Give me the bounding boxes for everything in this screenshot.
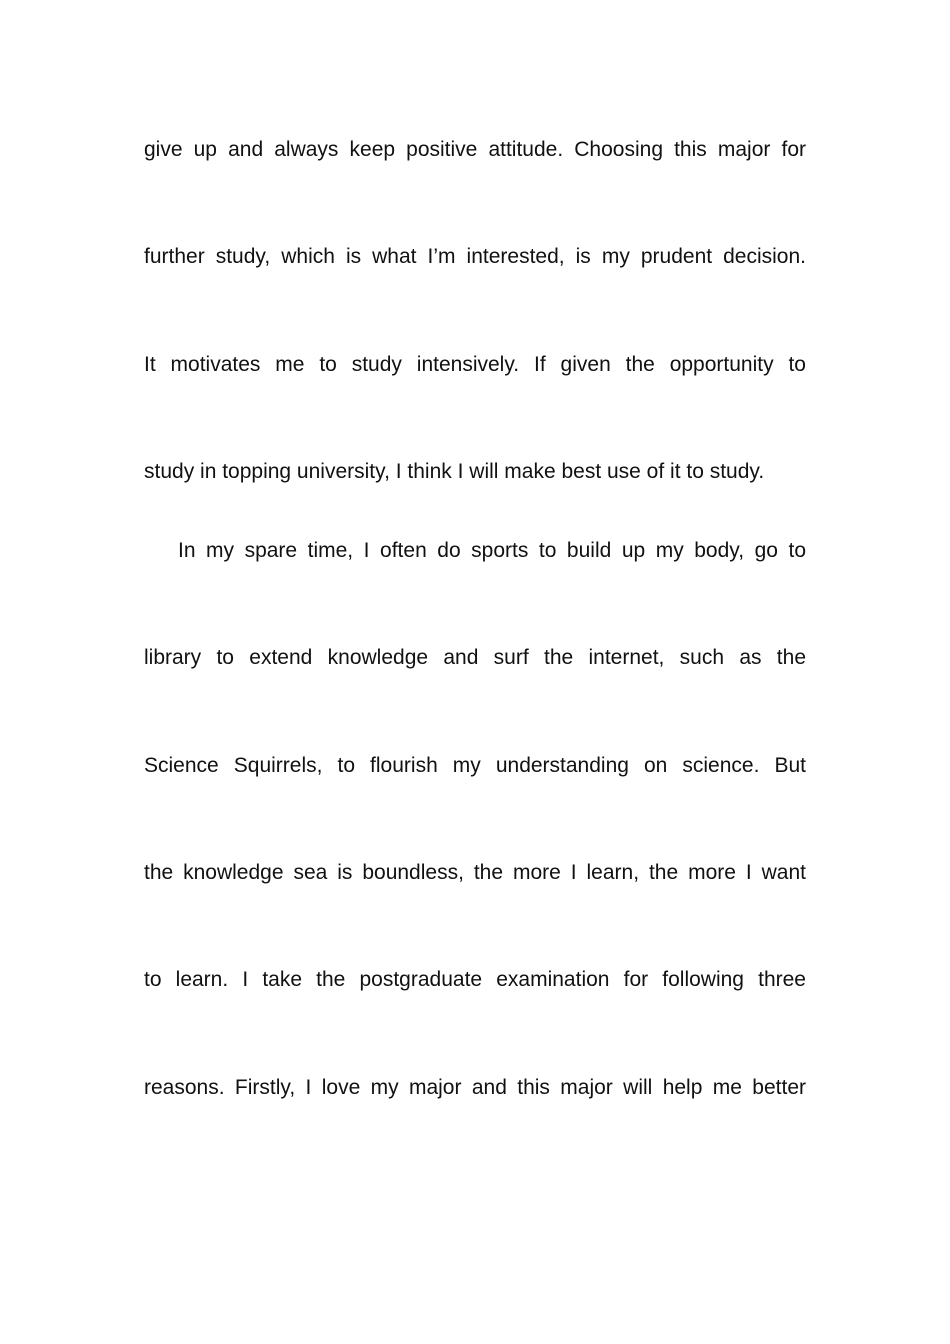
text-line: It motivates me to study intensively. If given the opportunity to	[144, 353, 806, 376]
text-line: give up and always keep positive attitude. Choosing this major for	[144, 138, 806, 161]
text-line: Science Squirrels, to flourish my understanding on science. But	[144, 754, 806, 777]
text-line: the knowledge sea is boundless, the more I learn, the more I want	[144, 861, 806, 884]
text-line: to learn. I take the postgraduate examination for following three	[144, 968, 806, 991]
text-line: reasons. Firstly, I love my major and this major will help me better	[144, 1076, 806, 1099]
text-line: library to extend knowledge and surf the internet, such as the	[144, 646, 806, 669]
paragraph-end-line: study in topping university, I think I will make best use of it to study.	[144, 460, 765, 483]
paragraph-first-line: In my spare time, I often do sports to build up my body, go to	[178, 539, 806, 562]
text-line: further study, which is what I’m interested, is my prudent decision.	[144, 245, 806, 268]
